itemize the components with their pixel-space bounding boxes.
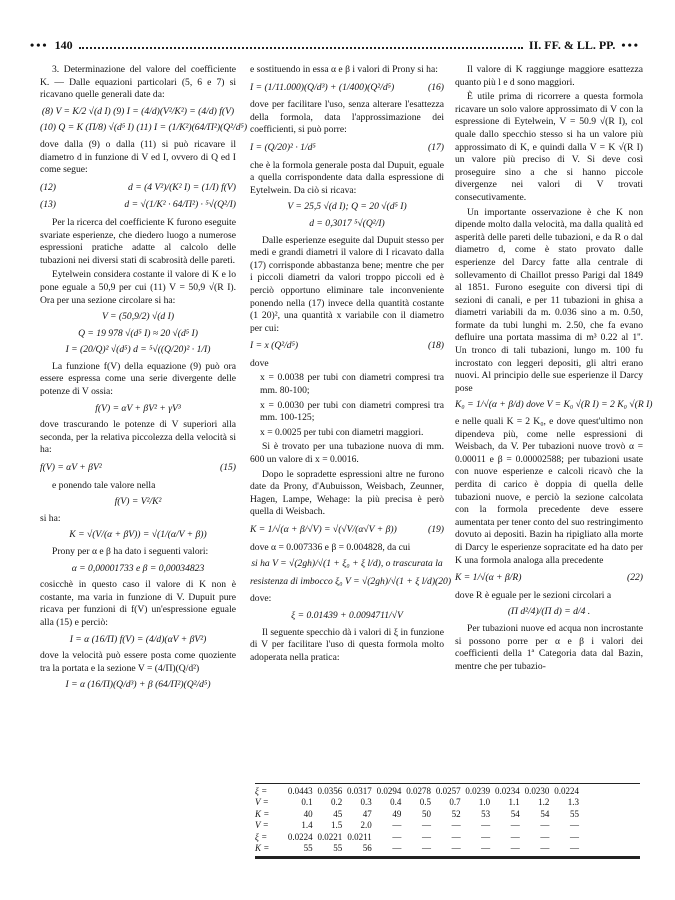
table-cell: 55	[303, 843, 313, 854]
table-cell: 1.0	[478, 797, 491, 808]
equation-number: (13)	[40, 199, 56, 211]
table-bottom-rule	[255, 856, 640, 859]
row-label: V =	[255, 797, 269, 808]
table-cell: 0.0294	[376, 786, 402, 796]
equation-diameter: d = 0,3017 ⁵√(Q²/I)	[309, 217, 385, 229]
paragraph: e nelle quali K = 2 K₀, e dove quest'ultimo non dipendeva più, come nelle espressioni di Weisbach, da V. Per tubazioni nuove trovò α = 0.00011 e β = 0.00002588; per tubazioni usate con nuove esperienze e calcoli ricavò che la perdita di carico è doppia di quella delle tubazioni nuove, e perciò la sezione calcolata con la formola precedente deve essere aumentata per tener conto del suo restringimento dovuto ai depositi. Bazin ha ripigliato alla morte di Darcy le esperienze sopracitate ed ha dato per K una formola analoga alla precedente	[455, 416, 643, 566]
equation-number: (22)	[627, 572, 643, 584]
page-number: 140	[54, 37, 73, 52]
table-cell: 0.0230	[524, 786, 550, 796]
table-cell: 55	[569, 808, 579, 819]
table-cell: 45	[333, 808, 343, 819]
paragraph: dove	[250, 357, 269, 369]
table-row	[255, 843, 640, 854]
table-cell: 0.0234	[495, 786, 520, 796]
table-cell: 0.2	[330, 797, 343, 808]
table-top-rule	[255, 783, 640, 784]
header-lead-dots: •••	[30, 37, 49, 52]
x-values-list	[260, 372, 444, 439]
table-cell: 0.7	[449, 797, 461, 808]
equation-discharge: Q = 19 978 √(d⁵ I) ≈ 20 √(d⁵ I)	[78, 327, 198, 339]
paragraph: Dopo le sopradette espressioni altre ne furono date da Prony, d'Aubuisson, Weisbach, Zeunner, Hagen, Lampe, Wehage: la più precisa è però quella di Weisbach.	[250, 468, 444, 518]
table-cell: 0.0224	[554, 786, 579, 796]
table-cell: 0.0221	[317, 831, 343, 842]
equation-12	[40, 182, 236, 195]
table-cell: —	[451, 831, 461, 842]
table-cell: 52	[451, 808, 461, 819]
table-cell: —	[392, 831, 402, 842]
column-left	[40, 64, 248, 696]
table-cell: —	[421, 820, 431, 831]
paragraph: che è la formola generale posta dal Dupuit, eguale a quella corrispondente data dalla espressione di Eytelwein. Da ciò si ricava:	[250, 159, 444, 196]
table-cell: 1.1	[508, 797, 520, 808]
table-cell: 0.0278	[406, 786, 431, 796]
equation-darcy: K₀ = 1/√(α + β/d) dove V = K₀ √(R I) = 2 K₀ √(R I)	[455, 399, 653, 411]
table-cell: 47	[362, 808, 372, 819]
paragraph: Eytelwein considera costante il valore di K e lo pone eguale a 50,9 per cui (11) V = 50,9 √(R I). Ora per una sezione circolare si ha:	[40, 269, 236, 306]
table-row	[255, 820, 640, 831]
journal-title: II. FF. & LL. PP.	[528, 37, 616, 52]
table-cell: —	[451, 820, 461, 831]
row-label: V =	[255, 820, 269, 831]
equation-number: (12)	[40, 181, 56, 193]
paragraph: dove R è eguale per le sezioni circolari a	[455, 589, 612, 601]
table-cell: —	[569, 831, 579, 842]
equation-22	[455, 572, 643, 585]
table-cell: 50	[421, 808, 431, 819]
equation-hydraulic-radius: (Π d²/4)/(Π d) = d/4 .	[507, 606, 591, 618]
table-cell: 40	[303, 808, 313, 819]
equation-15	[40, 462, 236, 475]
table-cell: —	[421, 831, 431, 842]
equation-8-9: (8) V = K/2 √(d I) (9) I = (4/d)(V²/K²) = (4/d) f(V)	[41, 105, 235, 117]
table-cell: 0.0224	[287, 831, 313, 842]
paragraph: dove trascurando le potenze di V superiori alla seconda, per la relativa piccolezza della velocità si ha:	[40, 419, 236, 456]
running-header	[30, 38, 640, 52]
equation-number: (19)	[428, 524, 444, 535]
paragraph: dove α = 0.007336 e β = 0.004828, da cui	[250, 541, 411, 553]
table-cell: —	[569, 820, 579, 831]
table-row	[255, 809, 640, 820]
equation-body: I = (Q/20)² · 1/d⁵	[250, 141, 316, 153]
xi-values-table	[255, 783, 640, 859]
row-label: K =	[255, 808, 270, 819]
table-cell: —	[569, 843, 579, 854]
equation-body: I = (1/11.000)(Q/d³) + (1/400)(Q²/d⁵)	[250, 81, 395, 93]
paragraph: dove dalla (9) o dalla (11) si può ricavare il diametro d in funzione di V ed I, ovvero di Q ed I come segue:	[40, 138, 236, 176]
table-cell: 0.1	[301, 797, 313, 808]
table-cell: 0.3	[360, 797, 372, 808]
equation-16	[250, 82, 444, 95]
table-row	[255, 786, 640, 797]
equation-body: K = 1/√(α + β/R)	[455, 572, 522, 584]
equation-weisbach-velocity: si ha V = √(2gh)/√(1 + ξ₀ + ξ l/d), o trascurata la	[251, 558, 443, 570]
paragraph: È utile prima di ricorrere a questa formola ricavare un solo valore approssimato di V con la espressione di Eytelwein, V = 50.9 √(R I), col quale dallo specchio stesso si ha un valore più approssimato di K, e quindi dalla V = K √(R I) un valore più preciso di V. Si deve così proseguire sino a che si hanno piccole divergenze nei valori di V trovati consecutivamente.	[455, 91, 643, 203]
table-row	[255, 797, 640, 808]
equation-20	[250, 575, 452, 589]
paragraph: e ponendo tale valore nella	[52, 479, 156, 491]
paragraph: La funzione f(V) della equazione (9) può ora essere espressa come una serie divergente delle potenze di V ossia:	[40, 360, 236, 398]
table-cell: 0.0239	[465, 786, 491, 796]
table-row	[255, 832, 640, 843]
table-cell: 54	[510, 808, 520, 819]
table-cell: —	[540, 831, 550, 842]
list-item: x = 0.0030 per tubi con diametri compresi tra mm. 100-125;	[260, 399, 444, 424]
table-cell: 0.5	[419, 797, 431, 808]
paragraph: Si è trovato per una tubazione nuova di mm. 600 un valore di x = 0.0016.	[250, 441, 444, 466]
paragraph: Per la ricerca del coefficiente K furono eseguite svariate esperienze, che diedero luogo a numerose espressioni pratiche adatte al calcolo delle tubazioni nei diversi stati di scabrosità delle pareti.	[40, 216, 236, 266]
header-dotted-leader	[79, 42, 523, 49]
paragraph: Un importante osservazione è che K non dipende molto dalla velocità, ma dalla qualità ed asperità delle pareti delle tubazioni, e da R o dal diametro d, come è stato provato dalle esperienze del Darcy fatte alla centrale di sollevamento di Chaillot presso Parigi dal 1849 al 1851. Furono eseguite con diversi tipi di sezioni di canali, e per 11 tubazioni in ghisa a diametri variabili da m. 0.036 sino a m. 0.50, formate da tubi lunghi m. 2.50, che fa evano defluire una portata massima di m³ 0.22 al 1''. Un tronco di tali tubazioni, lungo m. 100 fu incrostato con leggeri depositi, gli altri erano nuovi. Al principio delle sue esperienze il Darcy pose	[455, 206, 643, 394]
equation-body: d = √(1/K² · 64/Π²) · ⁵√(Q²/I)	[124, 199, 236, 211]
equation-dupuit: I = α (16/Π) f(V) = (4/d)(αV + βV²)	[69, 633, 207, 645]
paragraph: Il seguente specchio dà i valori di ξ in funzione di V per facilitare l'uso di questa formola molto adoperata nella pratica:	[250, 626, 444, 663]
table-cell: 53	[481, 808, 491, 819]
table-cell: 49	[392, 808, 402, 819]
table-cell: —	[540, 843, 550, 854]
paragraph: Prony per α e β ha dato i seguenti valori:	[52, 546, 209, 557]
equation-k: K = √(V/(α + βV)) = √(1/(α/V + β))	[69, 529, 207, 541]
table-cell: —	[392, 820, 402, 831]
paragraph: e sostituendo in essa α e β i valori di Prony si ha:	[250, 64, 438, 75]
paragraph: dove per facilitare l'uso, senza alterare l'esattezza della formola, data l'approssimazione dei coefficienti, si può porre:	[250, 99, 444, 136]
equation-velocity: V = (50,9/2) √(d I)	[101, 311, 175, 323]
table-cell: 1.5	[330, 820, 343, 831]
table-cell: 56	[362, 843, 372, 854]
table-cell: —	[540, 820, 550, 831]
column-right	[455, 64, 653, 675]
paragraph: dove la velocità può essere posta come quoziente tra la portata e la sezione V = (4/Π)(Q/d²)	[40, 650, 236, 674]
table-cell: —	[392, 843, 402, 854]
equation-number: (16)	[428, 81, 444, 93]
table-cell: 54	[540, 808, 550, 819]
equation-number: (18)	[428, 340, 444, 352]
table-cell: —	[481, 831, 491, 842]
equation-dupuit-expanded: I = α (16/Π)(Q/d³) + β (64/Π²)(Q²/d⁵)	[65, 679, 211, 691]
equation-body: f(V) = αV + βV²	[40, 462, 102, 474]
equation-17	[250, 142, 444, 155]
table-cell: —	[481, 843, 491, 854]
table-cell: 0.0211	[347, 831, 372, 842]
table-cell: 55	[333, 843, 343, 854]
table-cell: 1.3	[567, 797, 579, 808]
equation-velocity-discharge: V = 25,5 √(d I); Q = 20 √(d⁵ I)	[287, 201, 407, 213]
table-cell: 0.4	[390, 797, 402, 808]
equation-xi: ξ = 0.01439 + 0.0094711/√V	[291, 609, 403, 621]
list-item: x = 0.0038 per tubi con diametri compresi tra mm. 80-100;	[260, 372, 444, 397]
equation-body: d = (4 V²)/(K² I) = (1/I) f(V)	[128, 181, 236, 193]
equation-13	[40, 199, 236, 212]
equation-number: (17)	[428, 141, 444, 153]
equation-number: (15)	[220, 462, 236, 474]
header-trail-dots: •••	[621, 37, 640, 52]
table-cell: —	[510, 831, 520, 842]
equation-fv: f(V) = V²/K²	[114, 496, 162, 508]
paragraph: Dalle esperienze eseguite dal Dupuit stesso per medi e grandi diametri il valore di I ricavato dalla (17) corrisponde abbastanza bene; mentre che per i piccoli diametri da valori troppo piccoli ed è perciò opportuno eliminare tale inconveniente ponendo nella (17) invece della quantità costante (1 20)², una quantità x variabile con il diametro per cui:	[250, 234, 444, 334]
paragraph: 3. Determinazione del valore del coefficiente K. — Dalle equazioni particolari (5, 6 e 7) si ricavano quelle generali date da:	[40, 64, 236, 101]
paragraph: cosicchè in questo caso il valore di K non è costante, ma varia in funzione di V. Dupuit pure ricava per funzioni di f(V) un'espressione eguale alla (15) e perciò:	[40, 579, 236, 628]
table-cell: —	[481, 820, 491, 831]
paragraph: si ha:	[40, 512, 61, 524]
equation-19	[250, 524, 444, 537]
table-cell: 0.0257	[435, 786, 461, 796]
row-label: ξ =	[255, 831, 268, 842]
equation-body: resistenza di imbocco ξ₀ V = √(2gh)/√(1 + ξ l/d)	[250, 575, 436, 587]
equation-number: (20)	[435, 575, 452, 587]
table-cell: 1.4	[301, 820, 313, 831]
table-cell: —	[510, 843, 520, 854]
equation-10-11: (10) Q = K (Π/8) √(d⁵ I) (11) I = (1/K²)(64/Π²)(Q²/d⁵)	[40, 122, 248, 134]
list-item: x = 0.0025 per tubi con diametri maggiori.	[260, 426, 424, 438]
column-middle	[250, 64, 452, 666]
row-label: K =	[255, 843, 270, 854]
equation-18	[250, 340, 444, 353]
equation-gradient: I = (20/Q)² √(d⁵) d = ⁵√((Q/20)² · 1/I)	[65, 344, 211, 356]
table-cell: 0.0443	[287, 786, 313, 796]
row-label: ξ =	[255, 786, 268, 796]
equation-prony-coefficients: α = 0,00001733 e β = 0,00034823	[71, 562, 205, 574]
paragraph: dove:	[250, 593, 272, 605]
paragraph: Per tubazioni nuove ed acqua non incrostante si possono porre per α e β i valori dei coefficienti della 1ª Categoria data dal Bazin, mentre che per tubazio-	[455, 622, 643, 672]
paragraph: Il valore di K raggiunge maggiore esattezza quanto più l e d sono maggiori.	[455, 64, 643, 88]
table-cell: —	[510, 820, 520, 831]
table-cell: 0.0317	[347, 786, 372, 796]
equation-body: K = 1/√(α + β/√V) = √(√V/(α√V + β))	[250, 524, 397, 535]
table-cell: 1.2	[538, 797, 550, 808]
table-cell: 2.0	[360, 820, 372, 831]
table-cell: —	[421, 843, 431, 854]
table-cell: —	[451, 843, 461, 854]
table-cell: 0.0356	[317, 786, 343, 796]
equation-series: f(V) = αV + βV² + γV³	[95, 402, 181, 414]
equation-body: I = x (Q²/d⁵)	[250, 340, 299, 352]
